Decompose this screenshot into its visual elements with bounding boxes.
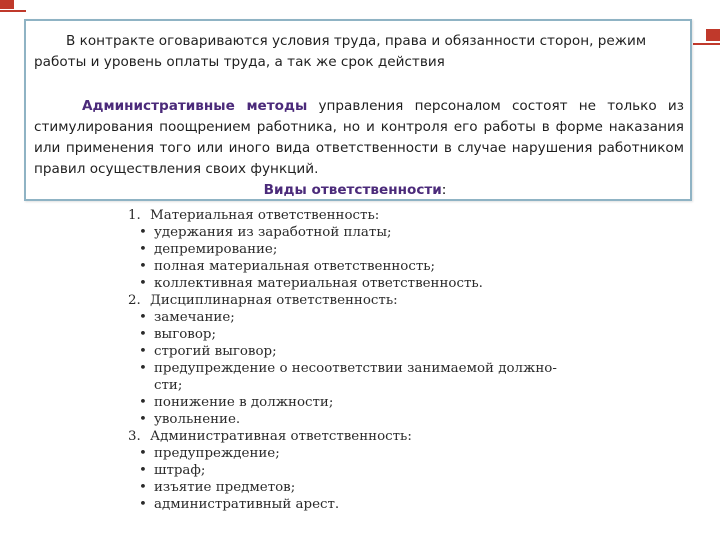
list-section-title [128,207,598,224]
corner-decoration-line [0,10,26,12]
list-item: • административный арест. [139,497,340,512]
list-item: • понижение в должности; [139,395,334,410]
corner-decoration-square [706,29,720,41]
list-item-continuation: сти; [154,378,183,393]
bullet-icon: • [139,225,147,240]
bullet-icon: • [139,327,147,342]
contract-paragraph: В контракте оговариваются условия труда, права и обязанности сторон, режим работы и уровень оплаты труда, а так же срок действия [34,33,647,70]
bullet-icon: • [139,242,147,257]
list-item: • выговор; [139,327,216,342]
bullet-icon: • [139,412,147,427]
list-item: • предупреждение о несоответствии занимаемой должно- [139,361,557,376]
list-item: • депремирование; [139,242,278,257]
responsibility-heading-colon: : [441,182,447,198]
section-number: 1. [128,208,141,223]
bullet-icon: • [139,446,147,461]
methods-paragraph-text: управления персоналом состоят не только из стимулирования поощрением работника, но и контроля его работы в форме наказания или применения того или иного вида ответственности в случае нарушения работником правил осуществления своих функций. [34,98,684,177]
list-item: • предупреждение; [139,446,280,461]
corner-decoration-line [693,43,720,45]
bullet-icon: • [139,259,147,274]
corner-decoration-square [0,0,14,9]
list-item: • удержания из заработной платы; [139,225,392,240]
section-title: Материальная ответственность: [150,208,380,223]
bullet-icon: • [139,480,147,495]
bullet-icon: • [139,497,147,512]
section-title: Административная ответственность: [150,429,412,444]
list-section-title [128,292,598,309]
text-box [24,19,692,201]
list-item: • строгий выговор; [139,344,277,359]
list-item: • увольнение. [139,412,241,427]
responsibility-heading [26,180,684,201]
bullet-icon: • [139,463,147,478]
bullet-icon: • [139,310,147,325]
bullet-icon: • [139,276,147,291]
list-item: • полная материальная ответственность; [139,259,436,274]
bullet-icon: • [139,361,147,376]
responsibility-heading-text: Виды ответственности [263,182,442,198]
list-section-title [128,428,598,445]
list-item: • коллективная материальная ответственность. [139,276,483,291]
section-number: 3. [128,429,141,444]
methods-paragraph [34,96,684,180]
methods-highlight: Административные методы [82,98,308,114]
bullet-icon: • [139,344,147,359]
section-title: Дисциплинарная ответственность: [150,293,398,308]
bullet-icon: • [139,395,147,410]
responsibility-list [128,207,598,513]
list-item: • замечание; [139,310,235,325]
list-item: • штраф; [139,463,206,478]
section-number: 2. [128,293,141,308]
list-item: • изъятие предметов; [139,480,296,495]
